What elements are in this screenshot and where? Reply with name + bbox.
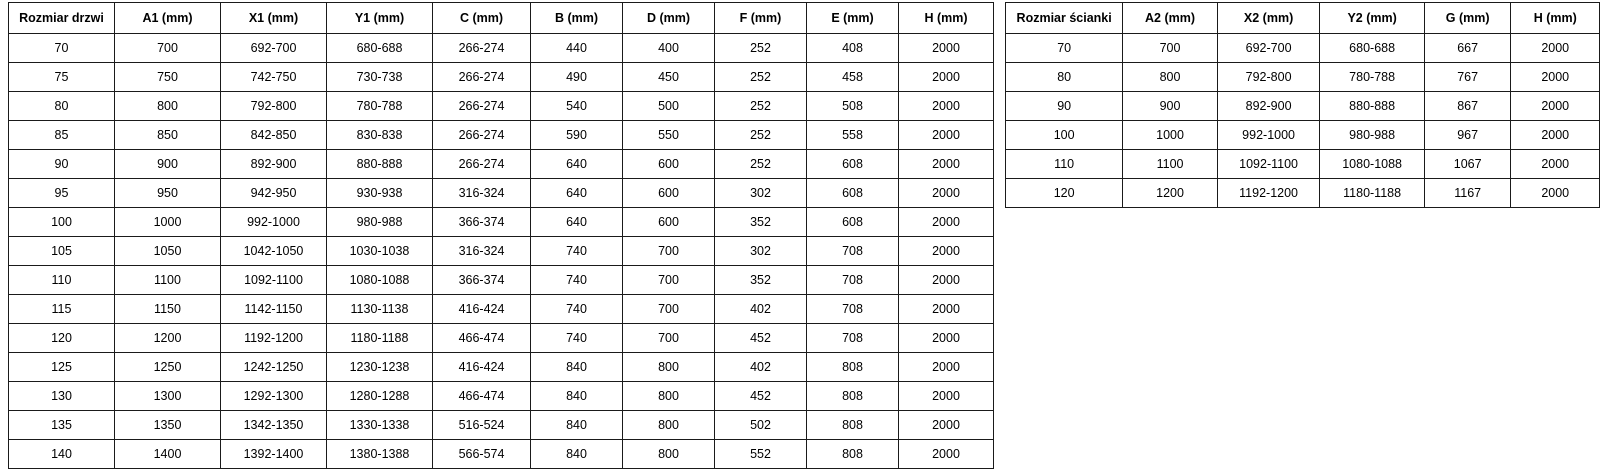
table-row — [9, 411, 994, 440]
wall-table-cell: 800 — [1123, 63, 1218, 92]
door-table-cell: 590 — [531, 121, 623, 150]
wall-table-cell: 100 — [1006, 121, 1123, 150]
table-row — [9, 440, 994, 469]
door-table-cell: 90 — [9, 150, 115, 179]
table-row — [9, 34, 994, 63]
door-table-cell: 1292-1300 — [221, 382, 327, 411]
door-table-cell: 125 — [9, 353, 115, 382]
door-table-cell: 700 — [115, 34, 221, 63]
door-table-cell: 266-274 — [433, 150, 531, 179]
door-table-cell: 950 — [115, 179, 221, 208]
door-table-cell: 540 — [531, 92, 623, 121]
door-table-cell: 1142-1150 — [221, 295, 327, 324]
table-row — [9, 208, 994, 237]
door-table-cell: 516-524 — [433, 411, 531, 440]
door-table-cell: 1130-1138 — [327, 295, 433, 324]
door-table-cell: 640 — [531, 150, 623, 179]
wall-table-cell: 992-1000 — [1217, 121, 1320, 150]
table-row — [1006, 150, 1600, 179]
table-row — [9, 382, 994, 411]
door-table-column-header: Y1 (mm) — [327, 3, 433, 34]
door-table-cell: 2000 — [899, 382, 994, 411]
door-table-cell: 252 — [715, 121, 807, 150]
door-table-cell: 70 — [9, 34, 115, 63]
door-table-cell: 1350 — [115, 411, 221, 440]
door-table-cell: 1250 — [115, 353, 221, 382]
wall-table-cell: 880-888 — [1320, 92, 1425, 121]
door-table-cell: 130 — [9, 382, 115, 411]
door-table-cell: 2000 — [899, 440, 994, 469]
door-table-cell: 1392-1400 — [221, 440, 327, 469]
door-table-cell: 2000 — [899, 266, 994, 295]
door-table-cell: 840 — [531, 440, 623, 469]
wall-table-cell: 967 — [1424, 121, 1511, 150]
door-table-cell: 366-374 — [433, 208, 531, 237]
table-row — [1006, 179, 1600, 208]
table-row — [1006, 63, 1600, 92]
table-row — [9, 295, 994, 324]
door-table-cell: 352 — [715, 208, 807, 237]
door-table-cell: 400 — [623, 34, 715, 63]
wall-table-cell: 980-988 — [1320, 121, 1425, 150]
door-table-cell: 880-888 — [327, 150, 433, 179]
door-table-cell: 1342-1350 — [221, 411, 327, 440]
door-table-cell: 2000 — [899, 63, 994, 92]
door-table-cell: 110 — [9, 266, 115, 295]
table-header-row — [1006, 3, 1600, 34]
door-table-cell: 452 — [715, 324, 807, 353]
wall-table-cell: 1167 — [1424, 179, 1511, 208]
door-table-column-header: F (mm) — [715, 3, 807, 34]
door-table-cell: 800 — [115, 92, 221, 121]
door-table-cell: 80 — [9, 92, 115, 121]
door-table-cell: 1300 — [115, 382, 221, 411]
door-table-cell: 708 — [807, 295, 899, 324]
door-table-cell: 500 — [623, 92, 715, 121]
wall-table-cell: 792-800 — [1217, 63, 1320, 92]
door-table-cell: 2000 — [899, 121, 994, 150]
door-table-cell: 352 — [715, 266, 807, 295]
door-table-cell: 1150 — [115, 295, 221, 324]
door-table-cell: 692-700 — [221, 34, 327, 63]
door-table-cell: 708 — [807, 237, 899, 266]
door-table-cell: 1242-1250 — [221, 353, 327, 382]
wall-table-cell: 1080-1088 — [1320, 150, 1425, 179]
wall-table-cell: 1000 — [1123, 121, 1218, 150]
door-table-cell: 490 — [531, 63, 623, 92]
door-table-cell: 892-900 — [221, 150, 327, 179]
door-table-cell: 750 — [115, 63, 221, 92]
door-table-cell: 75 — [9, 63, 115, 92]
wall-table-cell: 1092-1100 — [1217, 150, 1320, 179]
door-table-cell: 708 — [807, 266, 899, 295]
door-size-table — [8, 2, 994, 469]
door-table-cell: 840 — [531, 353, 623, 382]
door-table-cell: 1280-1288 — [327, 382, 433, 411]
door-table-cell: 1030-1038 — [327, 237, 433, 266]
door-table-cell: 402 — [715, 353, 807, 382]
door-size-table-container — [8, 2, 994, 469]
wall-size-table — [1005, 2, 1600, 208]
door-table-cell: 700 — [623, 266, 715, 295]
door-table-column-header: Rozmiar drzwi — [9, 3, 115, 34]
wall-table-cell: 2000 — [1511, 121, 1600, 150]
door-table-cell: 2000 — [899, 353, 994, 382]
door-table-cell: 252 — [715, 63, 807, 92]
door-table-cell: 1000 — [115, 208, 221, 237]
table-row — [9, 353, 994, 382]
wall-table-cell: 1200 — [1123, 179, 1218, 208]
wall-table-cell: 780-788 — [1320, 63, 1425, 92]
wall-table-column-header: A2 (mm) — [1123, 3, 1218, 34]
door-table-cell: 730-738 — [327, 63, 433, 92]
door-table-cell: 408 — [807, 34, 899, 63]
door-table-cell: 316-324 — [433, 237, 531, 266]
door-table-column-header: B (mm) — [531, 3, 623, 34]
wall-table-cell: 80 — [1006, 63, 1123, 92]
door-table-cell: 930-938 — [327, 179, 433, 208]
door-table-cell: 600 — [623, 150, 715, 179]
door-table-cell: 1380-1388 — [327, 440, 433, 469]
table-row — [9, 150, 994, 179]
wall-table-cell: 700 — [1123, 34, 1218, 63]
door-table-cell: 742-750 — [221, 63, 327, 92]
door-table-cell: 252 — [715, 92, 807, 121]
door-table-cell: 608 — [807, 208, 899, 237]
door-table-cell: 800 — [623, 382, 715, 411]
door-table-cell: 105 — [9, 237, 115, 266]
door-table-cell: 780-788 — [327, 92, 433, 121]
wall-table-cell: 1192-1200 — [1217, 179, 1320, 208]
door-table-cell: 1042-1050 — [221, 237, 327, 266]
door-table-cell: 302 — [715, 179, 807, 208]
door-table-cell: 608 — [807, 179, 899, 208]
door-table-cell: 842-850 — [221, 121, 327, 150]
door-table-cell: 558 — [807, 121, 899, 150]
door-table-cell: 266-274 — [433, 34, 531, 63]
table-row — [9, 92, 994, 121]
table-row — [1006, 34, 1600, 63]
wall-table-column-header: Y2 (mm) — [1320, 3, 1425, 34]
door-table-cell: 566-574 — [433, 440, 531, 469]
door-table-cell: 700 — [623, 237, 715, 266]
door-table-cell: 600 — [623, 179, 715, 208]
door-table-cell: 1092-1100 — [221, 266, 327, 295]
door-table-cell: 708 — [807, 324, 899, 353]
door-table-cell: 416-424 — [433, 353, 531, 382]
door-table-cell: 680-688 — [327, 34, 433, 63]
door-table-cell: 2000 — [899, 411, 994, 440]
door-table-cell: 1400 — [115, 440, 221, 469]
door-table-cell: 135 — [9, 411, 115, 440]
door-table-cell: 800 — [623, 440, 715, 469]
door-table-cell: 808 — [807, 353, 899, 382]
door-table-cell: 120 — [9, 324, 115, 353]
door-table-cell: 840 — [531, 411, 623, 440]
door-table-cell: 458 — [807, 63, 899, 92]
door-table-cell: 550 — [623, 121, 715, 150]
door-table-cell: 85 — [9, 121, 115, 150]
wall-table-cell: 2000 — [1511, 63, 1600, 92]
door-table-cell: 266-274 — [433, 121, 531, 150]
table-row — [9, 324, 994, 353]
wall-table-cell: 2000 — [1511, 179, 1600, 208]
door-table-cell: 266-274 — [433, 92, 531, 121]
table-row — [9, 266, 994, 295]
door-table-cell: 508 — [807, 92, 899, 121]
door-table-cell: 1050 — [115, 237, 221, 266]
door-table-cell: 140 — [9, 440, 115, 469]
door-table-cell: 740 — [531, 237, 623, 266]
wall-table-column-header: G (mm) — [1424, 3, 1511, 34]
door-table-cell: 640 — [531, 208, 623, 237]
door-table-cell: 1180-1188 — [327, 324, 433, 353]
wall-table-cell: 2000 — [1511, 34, 1600, 63]
door-table-cell: 1230-1238 — [327, 353, 433, 382]
table-row — [9, 121, 994, 150]
door-table-column-header: H (mm) — [899, 3, 994, 34]
door-table-cell: 1192-1200 — [221, 324, 327, 353]
door-table-cell: 800 — [623, 353, 715, 382]
door-table-cell: 942-950 — [221, 179, 327, 208]
door-table-cell: 2000 — [899, 34, 994, 63]
wall-table-column-header: X2 (mm) — [1217, 3, 1320, 34]
door-table-cell: 850 — [115, 121, 221, 150]
door-table-cell: 266-274 — [433, 63, 531, 92]
door-table-cell: 450 — [623, 63, 715, 92]
table-row — [1006, 121, 1600, 150]
door-table-cell: 552 — [715, 440, 807, 469]
door-table-cell: 2000 — [899, 150, 994, 179]
door-table-cell: 452 — [715, 382, 807, 411]
door-table-cell: 302 — [715, 237, 807, 266]
door-table-cell: 2000 — [899, 295, 994, 324]
wall-table-cell: 692-700 — [1217, 34, 1320, 63]
door-table-cell: 252 — [715, 150, 807, 179]
wall-table-cell: 867 — [1424, 92, 1511, 121]
table-row — [1006, 92, 1600, 121]
door-table-cell: 992-1000 — [221, 208, 327, 237]
door-table-cell: 1200 — [115, 324, 221, 353]
door-table-cell: 416-424 — [433, 295, 531, 324]
door-table-cell: 502 — [715, 411, 807, 440]
table-row — [9, 63, 994, 92]
door-table-column-header: E (mm) — [807, 3, 899, 34]
door-table-cell: 700 — [623, 324, 715, 353]
door-table-cell: 100 — [9, 208, 115, 237]
door-table-cell: 2000 — [899, 92, 994, 121]
wall-table-cell: 110 — [1006, 150, 1123, 179]
door-table-cell: 740 — [531, 266, 623, 295]
door-table-cell: 2000 — [899, 179, 994, 208]
wall-table-cell: 90 — [1006, 92, 1123, 121]
wall-table-cell: 1180-1188 — [1320, 179, 1425, 208]
wall-table-column-header: Rozmiar ścianki — [1006, 3, 1123, 34]
door-table-cell: 440 — [531, 34, 623, 63]
door-table-cell: 115 — [9, 295, 115, 324]
door-table-cell: 700 — [623, 295, 715, 324]
door-table-cell: 808 — [807, 440, 899, 469]
wall-table-cell: 667 — [1424, 34, 1511, 63]
wall-table-column-header: H (mm) — [1511, 3, 1600, 34]
table-header-row — [9, 3, 994, 34]
door-table-cell: 840 — [531, 382, 623, 411]
table-row — [9, 237, 994, 266]
wall-table-cell: 1067 — [1424, 150, 1511, 179]
wall-table-cell: 1100 — [1123, 150, 1218, 179]
door-table-column-header: D (mm) — [623, 3, 715, 34]
door-table-cell: 830-838 — [327, 121, 433, 150]
wall-table-cell: 70 — [1006, 34, 1123, 63]
door-table-cell: 2000 — [899, 208, 994, 237]
door-table-cell: 600 — [623, 208, 715, 237]
wall-table-cell: 2000 — [1511, 150, 1600, 179]
door-table-cell: 980-988 — [327, 208, 433, 237]
door-table-cell: 316-324 — [433, 179, 531, 208]
door-table-cell: 808 — [807, 411, 899, 440]
door-table-cell: 640 — [531, 179, 623, 208]
wall-table-cell: 892-900 — [1217, 92, 1320, 121]
door-table-cell: 2000 — [899, 324, 994, 353]
door-table-cell: 402 — [715, 295, 807, 324]
door-table-cell: 900 — [115, 150, 221, 179]
door-table-cell: 252 — [715, 34, 807, 63]
wall-table-cell: 680-688 — [1320, 34, 1425, 63]
table-row — [9, 179, 994, 208]
wall-size-table-container — [1005, 2, 1600, 208]
door-table-cell: 366-374 — [433, 266, 531, 295]
door-table-column-header: C (mm) — [433, 3, 531, 34]
door-table-cell: 2000 — [899, 237, 994, 266]
door-table-cell: 608 — [807, 150, 899, 179]
door-table-cell: 808 — [807, 382, 899, 411]
door-table-cell: 466-474 — [433, 382, 531, 411]
wall-table-cell: 767 — [1424, 63, 1511, 92]
door-table-column-header: X1 (mm) — [221, 3, 327, 34]
wall-table-cell: 120 — [1006, 179, 1123, 208]
wall-table-cell: 2000 — [1511, 92, 1600, 121]
door-table-cell: 800 — [623, 411, 715, 440]
door-table-cell: 95 — [9, 179, 115, 208]
wall-table-cell: 900 — [1123, 92, 1218, 121]
door-table-cell: 740 — [531, 295, 623, 324]
door-table-cell: 1330-1338 — [327, 411, 433, 440]
door-table-cell: 792-800 — [221, 92, 327, 121]
door-table-column-header: A1 (mm) — [115, 3, 221, 34]
door-table-cell: 1100 — [115, 266, 221, 295]
door-table-cell: 740 — [531, 324, 623, 353]
door-table-cell: 466-474 — [433, 324, 531, 353]
door-table-cell: 1080-1088 — [327, 266, 433, 295]
